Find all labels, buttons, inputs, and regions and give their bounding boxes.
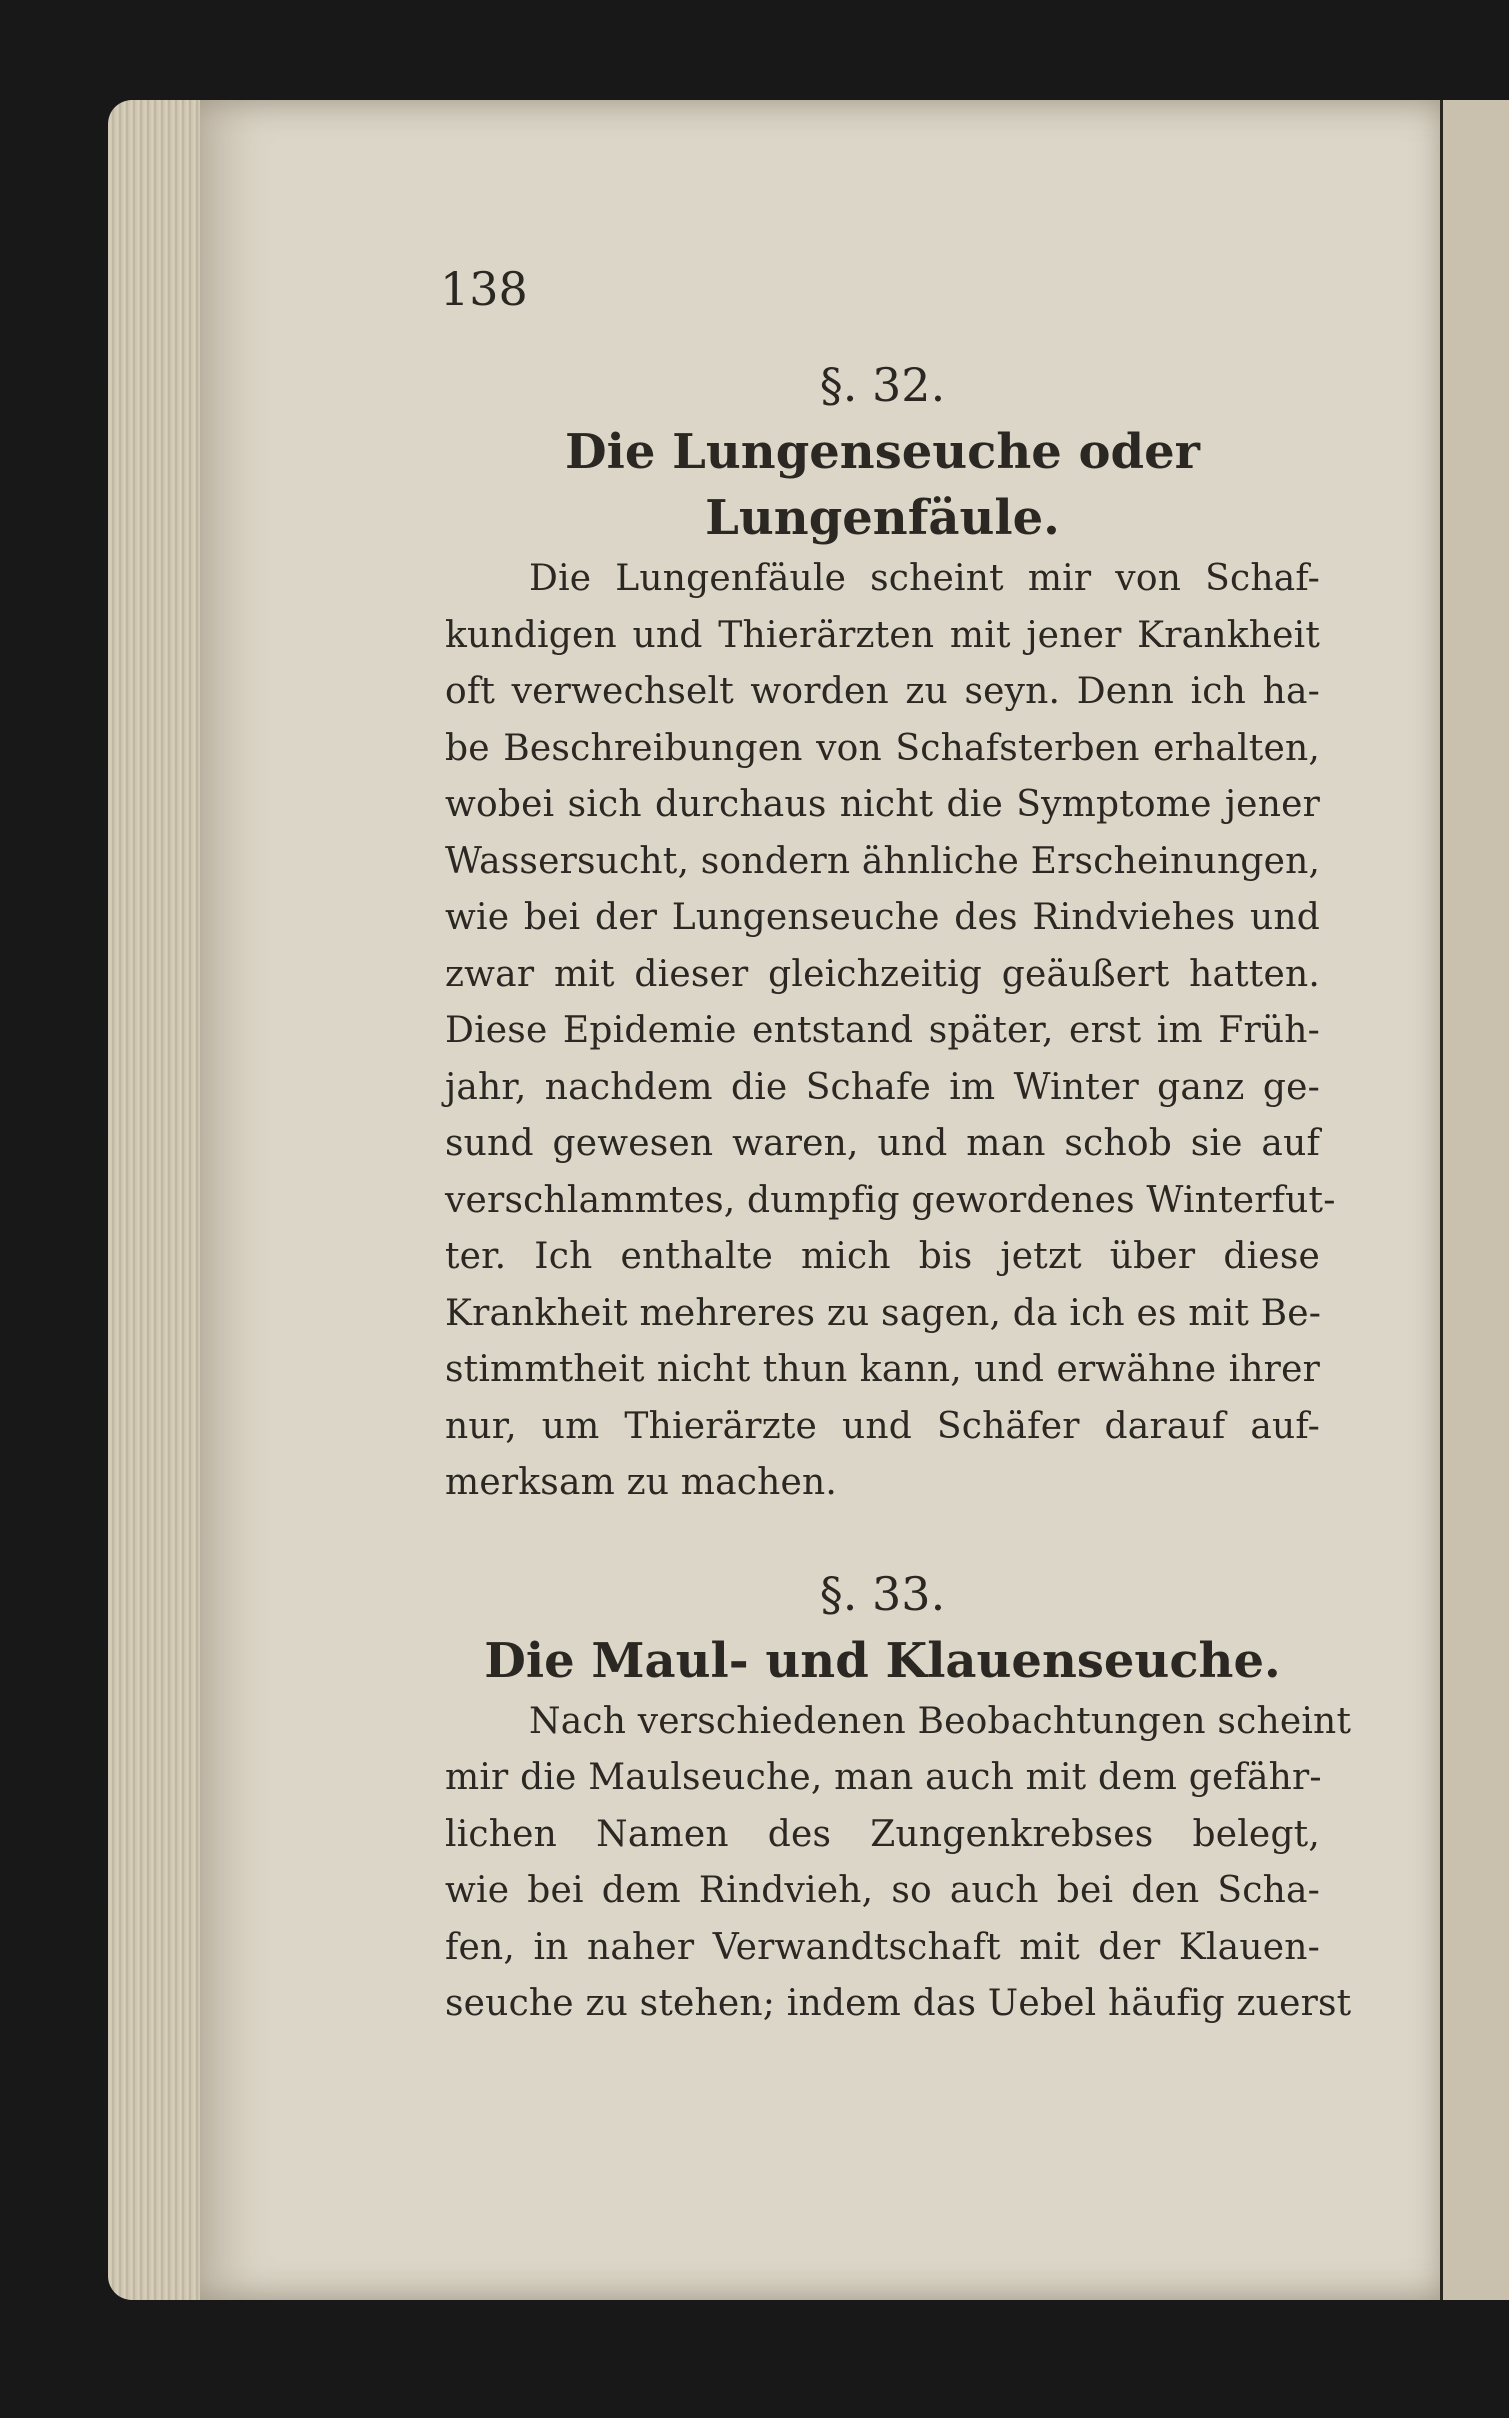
text-line: wie bei der Lungenseuche des Rindviehes und [445,897,1320,938]
text-line: oft verwechselt worden zu seyn. Denn ich ha- [445,671,1320,712]
text-line: fen, in naher Verwandtschaft mit der Klauen- [445,1926,1320,1968]
section-32-paragraph [445,551,1336,1512]
text-line: Wassersucht, sondern ähnliche Erscheinungen, [445,840,1321,882]
text-line: Diese Epidemie entstand später, erst im Früh- [445,1010,1320,1051]
text-line: ter. Ich enthalte mich bis jetzt über diese [445,1236,1320,1277]
text-line: Die Lungenfäule scheint mir von Schaf- [529,558,1320,599]
text-line: sund gewesen waren, und man schob sie auf [445,1123,1320,1164]
text-line: zwar mit dieser gleichzeitig geäußert hatten. [445,953,1320,995]
text-line: kundigen und Thierärzten mit jener Krankheit [445,614,1320,656]
section-33-paragraph [445,1694,1352,2033]
text-line: seuche zu stehen; indem das Uebel häufig zuerst [445,1983,1352,2024]
section-33-title: Die Maul- und Klauenseuche. [484,1632,1281,1689]
section-32-title: Die Lungenseuche oder Lungenfäule. [565,424,1200,546]
text-line: verschlammtes, dumpfig gewordenes Winterfut- [445,1179,1336,1221]
text-line: mir die Maulseuche, man auch mit dem gefähr- [445,1757,1322,1798]
text-line: Nach verschiedenen Beobachtungen scheint [529,1700,1352,1742]
section-32-number: §. 32. [819,358,946,412]
text-line: wie bei dem Rindvieh, so auch bei den Scha- [445,1870,1320,1911]
text-line: lichen Namen des Zungenkrebses belegt, [445,1813,1320,1855]
facing-page-edge [1440,100,1509,2300]
page-number: 138 [440,262,528,316]
text-line: stimmtheit nicht thun kann, und erwähne ihrer [445,1349,1320,1390]
text-line: merksam zu machen. [445,1462,838,1503]
text-line: jahr, nachdem die Schafe im Winter ganz ge- [445,1066,1320,1108]
text-line: be Beschreibungen von Schafsterben erhalten, [445,727,1320,769]
section-33-number: §. 33. [819,1566,946,1621]
page-text [445,265,1352,2033]
text-line: nur, um Thierärzte und Schäfer darauf auf- [445,1405,1320,1447]
text-line: wobei sich durchaus nicht die Symptome jener [445,784,1320,825]
text-line: Krankheit mehreres zu sagen, da ich es mit Be- [445,1292,1322,1334]
